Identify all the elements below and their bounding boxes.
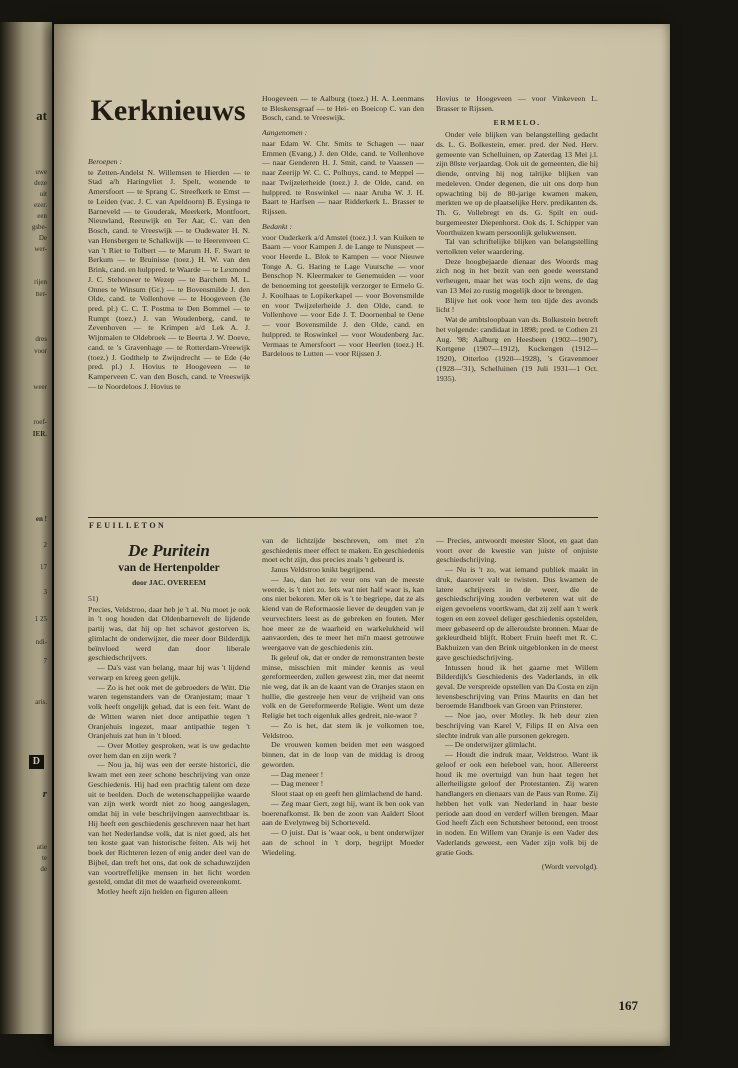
paragraph: Deze hoogbejaarde dienaar des Woords mag zich nog in het bezit van een goede weerstand verheugen, maar het was toch zijn wens, de dag van 13 Mei zo rustig mogelijk door te brengen. xyxy=(436,256,598,295)
paragraph: — Nou ja, hij was een der eerste historici, die kwam met een zeer schone beschrijving van onze Geschiedenis. Hij had een prachtig talent om deze uit te beelden. Doch de wetenschappelijke waarde van zijn werk wordt niet zo hoog aangeslagen, omdat hij in vele beschrijvingen aanvechtbaar is. Hij heeft een geschiedenis geschreven naar het hart van het Nederlandse volk, dat is niet goed, als het ten koste gaat van historische feiten. Als wij het boek der Richteren lezen of enig ander deel van de Bijbel, dan treft het ons, dat ook de schaduwzijden van voortreffelijke mensen in het licht worden gesteld, omdat dit met de waarheid overeenkomt. xyxy=(88,760,250,887)
paragraph: — Nu is 't zo, wat iemand publiek maakt in druk, daarover valt te twisten. Dus kwamen de latere schrijvers in de weer, die de geschiedschrijving zouden verbeteren wat uit de eigen gevoelens voortkwam, dat zij zelf aan 't werk togen en een zoveel deliger geschiedenis opstelden, meer gebaseerd op de alleroudste bronnen. Maar de gekleurdheid blijft. Robert Fruin heeft met R. C. Bakhuizen van den Brink uitgeblonken in de meest gave geschiedschrijving. xyxy=(436,565,598,662)
paragraph: — Dag meneer ! xyxy=(271,769,324,779)
paragraph: — Precies, antwoordt meester Sloot, en gaat dan voort over de kwestie van juiste of onjuiste geschiedschrijving. xyxy=(436,536,598,565)
paragraph: — Noe jao, over Motley. Ik heb deur zien beschrijving van Karel V, Filips II en Alva een slechte indruk van alle pursonen gekregen. xyxy=(436,711,598,740)
feuilleton-byline: door JAC. OVEREEM xyxy=(132,577,206,587)
spine-text-fragment: aris. xyxy=(35,698,47,706)
feuilleton-section-label: FEUILLETON xyxy=(89,521,167,530)
spine-text-fragment: weer xyxy=(33,383,47,391)
news-column-1 xyxy=(88,152,250,518)
paragraph: Hovius te Hoogeveen — voor Vinkeveen L. Brasser te Rijssen. xyxy=(436,94,598,113)
paragraph: Hoogeveen — te Aalburg (toez.) H. A. Leenmans te Bleskensgraaf — te Hei- en Boeicop C. van den Bosch, cand. te Vreeswijk. xyxy=(262,94,424,123)
spine-text-fragment: voor xyxy=(34,347,47,355)
spine-text-fragment: rijen xyxy=(34,278,47,286)
spine-text-fragment: 17 xyxy=(40,563,47,571)
spine-text-fragment: 1 25 xyxy=(34,615,47,623)
paragraph: — Over Motley gesproken, wat is uw gedachte over hem dan en zijn werk ? xyxy=(88,741,250,760)
kerknieuws-heading: Kerknieuws xyxy=(90,94,246,127)
paragraph: — Houdt die indruk maar, Veldstroo. Want ik geloof er ook een heleboel van, hoor. Allereerst houd ik me overtuigd van hun haat tegen het allerheiligste geloof der Protestanten. Zij waren handlangers en dienaars van de Paus van Rome. Zij hebben het volk van Nederland in haar beste periode aan dood en verderf willen brengen. Maar God heeft Zich een Schutsheer betoond, een troost in noden. En Willem van Oranje is een Vader des Vaderlands geweest, een Vader zijn volk bij de gratie Gods. xyxy=(436,750,598,857)
spine-text-fragment: ndi- xyxy=(35,638,47,646)
feuilleton-column-1-text xyxy=(88,594,250,897)
paragraph: Blijve het ook voor hem ten tijde des avonds licht ! xyxy=(436,295,598,315)
section-divider xyxy=(88,517,598,518)
spine-text-fragment: te xyxy=(41,854,47,862)
paragraph: De vrouwen komen beiden met een wasgoed binnen, dat in de loop van de middag is droog geworden. xyxy=(262,740,424,769)
section-label: Aangenomen : xyxy=(262,128,308,138)
spine-text-fragment: atie xyxy=(36,843,47,851)
spine-text-fragment: roef- xyxy=(33,418,47,426)
paragraph: Janus Veldstroo knikt begrijpend. xyxy=(271,565,376,575)
section-label: Bedankt : xyxy=(262,221,293,231)
closing-note: (Wordt vervolgd). xyxy=(541,862,598,872)
paragraph: — Zo is het, dat stem ik je volkomen toe, Veldstroo. xyxy=(262,720,424,740)
feuilleton-title: De Puritein xyxy=(128,541,210,560)
spine-text-fragment: en ! xyxy=(35,515,47,523)
paragraph: — De onderwijzer glimlacht. xyxy=(445,740,537,750)
spine-text-fragment: De xyxy=(38,234,47,242)
paragraph: Wat de ambtsloopbaan van ds. Bolkestein betreft het volgende: candidaat in 1898; pred. te Cothen 21 Aug. '98; Aalburg en Heesbeen (1902—1907), Kortgene (1907—1912), Kockengen (1912—1920), Otterloo (1920—1928), 's Gravenmoer (1928—'31), Schelluinen (19 Juli 1931—1 Oct. 1935). xyxy=(436,315,598,383)
spine-text-fragment: IER. xyxy=(32,430,47,438)
feuilleton-column-1 xyxy=(88,538,250,1016)
news-column-2 xyxy=(262,94,424,518)
paragraph: — Jao, dan het ze veur ons van de meeste weerde, is 't niet zo. Iets wat niet half waor is, kan ons niet bekoren. Mer ok is 't te begriepe, dat ze als kiend van de Reformaosie liever de deugden van je veurvechters leest as de gebreken en fouten. Mer hoe meer ze de waarheid en warkelukheid wil aanvaorden, des te meer het mi'n maest getrouwe weergaove van de geschiedenis zin. xyxy=(262,574,424,653)
paragraph: voor Ouderkerk a/d Amstel (toez.) J. van Kuiken te Baarn — voor Kampen J. de Lange te Nunspeet — voor Heerde L. Blok te Kampen — voor Nieuwe Tonge A. G. Haring te Lage Vuursche — voor Benschop N. Kleermaker te Genemuiden — voor de benoeming tot geestelijk verzorger te Ermelo G. J. Koolhaas te Lopikerkapel — voor Bovensmilde en voor Twijzelerheide J. den Olde, cand. te Vollenhove — voor Ede J. T. Doornenbal te Oene — voor Bovensmilde J. den Olde, cand. en hulppred. te Roswinkel — voor Woudenberg Jac. Vermaas te Amersfoort — voor Heerlen (toez.) H. Bardeloos te Lutten — voor Rijssen J. xyxy=(262,232,424,359)
paragraph: — Da's vast van belang, maar hij was 't lijdend verwarp en kreeg geen gelijk. xyxy=(88,663,250,682)
spine-text-fragment: 2 xyxy=(43,541,47,549)
spine-text-fragment: de xyxy=(40,865,47,873)
spine-text-fragment: dres xyxy=(35,335,47,343)
news-column-3 xyxy=(436,94,598,518)
spine-text-fragment: ezer. xyxy=(33,201,47,209)
spine-text-fragment: at xyxy=(36,108,47,123)
magazine-page xyxy=(54,24,670,1046)
paragraph: Precies, Veldstroo, daar heb je 't al. Nu moet je ook in 't oog houden dat Oldenbarnevelt de lijdende partij was, dat hij op het schavot gestorven is, glimlacht de onderwijzer, die meer door Bilderdijk beïnvloed werd dan door liberale geschiedschrijvers. xyxy=(88,604,250,663)
paragraph: — Dag meneer ! xyxy=(271,779,324,789)
spine-text-fragment: deze xyxy=(34,179,47,187)
paragraph: Sloot staat op en geeft hen glimlachend de hand. xyxy=(271,789,423,799)
paragraph: naar Edam W. Chr. Smits te Schagen — naar Emmen (Evang.) J. den Olde, cand. te Vollenhove — naar Genderen H. J. Smit, cand. te Vaassen — naar Zeerijp W. C. C. Polhuys, cand. te Meppel — naar Twijzelerheide (toez.) J. de Olde, cand. en hulppred. te Roswinkel — naar Aruba W. J. H. Baart te Harfsen — naar Ridderkerk L. Brasser te Rijssen. xyxy=(262,138,424,217)
spine-text-fragment: D xyxy=(29,755,44,769)
spine-text-fragment: r xyxy=(42,788,47,800)
page-number: 167 xyxy=(618,998,638,1013)
spine-text-fragment: uwe xyxy=(35,168,47,176)
paragraph: — O juist. Dat is 'waar ook, u bent onderwijzer aan de school in 't dorp, begrijpt Moeder Wiedeling. xyxy=(262,828,424,857)
spine-text-fragment: tter- xyxy=(35,290,47,298)
spine-text-fragment: uit xyxy=(39,190,47,198)
section-label: Beroepen : xyxy=(88,157,123,166)
paragraph: — Zo is het ook met de gebroeders de Witt. Die waren tegenstanders van de Oranjestam; maar 't volk heeft ongelijk gehad, dat is een feit. Want de de Witten waren niet door antipathie tegen 't Oranjehuis ingezet, maar antipathie tegen 't Oranjehuis zat hun in 't bloed. xyxy=(88,682,250,741)
spine-text-fragment: 3 xyxy=(43,588,47,596)
installment-number: 51) xyxy=(88,594,99,603)
paragraph: Onder vele blijken van belangstelling gedacht ds. L. G. Bolkestein, emer. pred. der Ned. Herv. gemeente van Schelluinen, op Zaterdag 13 Mei j.l. zijn 80ste verjaardag. Ook uit de gemeenten, die hij diende, ontving hij nog talrijke blijken van medeleven. Onder degenen, die uit ons dorp hun opwachting bij de 80-jarige kwamen maken, merkten we op de plaatselijke Herv. predikanten ds. Th. G. Vollebregt en ds. G. Spilt en oud-burgemeester Diepenhorst. Ook ds. I. Schipper van Voorthuizen kwam persoonlijk gelukwensen. xyxy=(436,130,598,237)
feuilleton-column-3 xyxy=(436,536,598,1016)
spine-text-fragment: wer- xyxy=(34,245,47,253)
feuilleton-column-2 xyxy=(262,536,424,1016)
paragraph: van de lichtzijde beschreven, om met z'n geschiedenis meer effect te maken. En geschiedenis moet echt zijn, dus precies zoals 't gebeurd is. xyxy=(262,536,424,565)
paragraph: te Zetten-Andelst N. Willemsen te Hierden — te Stad a/h Haringvliet J. Spelt, wonende te Amersfoort — te Sprang C. Streefkerk te Emst — te Leiden (vac. J. C. van Apeldoorn) B. Eysinga te Barneveld — te Gouderak, Meerkerk, Montfoort, Nieuwland, Reeuwijk en Ter Aar, C. van den Bosch, cand. te Vreeswijk — te Oudewater H. N. van Hensbergen te Schalkwijk — te Heerenveen C. van 't Riet te Tolbert — te Marum H. F. Swart te Berkum — te Bruinisse (toez.) H. W. van den Brink, cand. en hulppred. te Waarde — te Lexmond J. C. Stehouwer te Wezep — te Barchem M. L. Onnes te Winsum (Gr.) — te Bovensmilde J. den Olde, cand. te Vollenhove — te Hoogeveen (3e pred. pl.) C. C. T. Postma te Den Bommel — te Rumpt (toez.) J. van Woudenberg, cand. te Zevenhoven — te Krimpen a/d Lek A. J. Wijnmalen te Oldebroek — te Beerta J. W. Doeve, cand. te 's Gravenhage — te Rotterdam-Vreewijk (toez.) J. Godthelp te Zwijndrecht — te Ede (4e pred. pl.) J. Hovius te Hoogeveen — te Kamperveen C. van den Bosch, cand. te Vreeswijk — te Noordeloos J. Hovius te xyxy=(88,167,250,391)
feuilleton-subtitle: van de Hertenpolder xyxy=(118,562,220,575)
paragraph: Motley heeft zijn helden en figuren alleen xyxy=(97,887,228,897)
spine-text-fragment: gsbe- xyxy=(31,223,47,231)
paragraph: Ik geleuf ok, dat er onder de remonstranten beste minse, misschien mit minder kennis as veul gereformeerden, zullen geweest zin, mer dat neemt nie weg, dat ik an de kaant van de Oranjes staon en hullie, die gestreeje hen veur de vrijheid van ons volk en de Gereformeerde Religie. Went um deze Religie het toch eigenluk alles gedreit, nie-waor ? xyxy=(262,652,424,721)
paragraph: Tal van schriftelijke blijken van belangstelling vertolkten veler waardering. xyxy=(436,237,598,257)
section-heading: ERMELO. xyxy=(493,118,541,128)
paragraph: Intussen houd ik het gaarne met Willem Bilderdijk's Geschiedenis des Vaderlands, in elk geval. De verspreide opstellen van Da Costa en zijn levensbeschrijving van Prins Maurits en dan het beroemde Handboek van Groen van Prinsterer. xyxy=(436,662,598,711)
adjacent-page-edge xyxy=(0,22,52,1034)
paragraph: — Zeg maar Gert, zegt hij, want ik ben ook van boerenafkomst. Ik ben de zoon van Aaldert Sloot aan de Evelynweg bij Schorteveld. xyxy=(262,798,424,828)
spine-text-fragment: een xyxy=(37,212,47,220)
spine-text-fragment: 7 xyxy=(43,657,47,665)
